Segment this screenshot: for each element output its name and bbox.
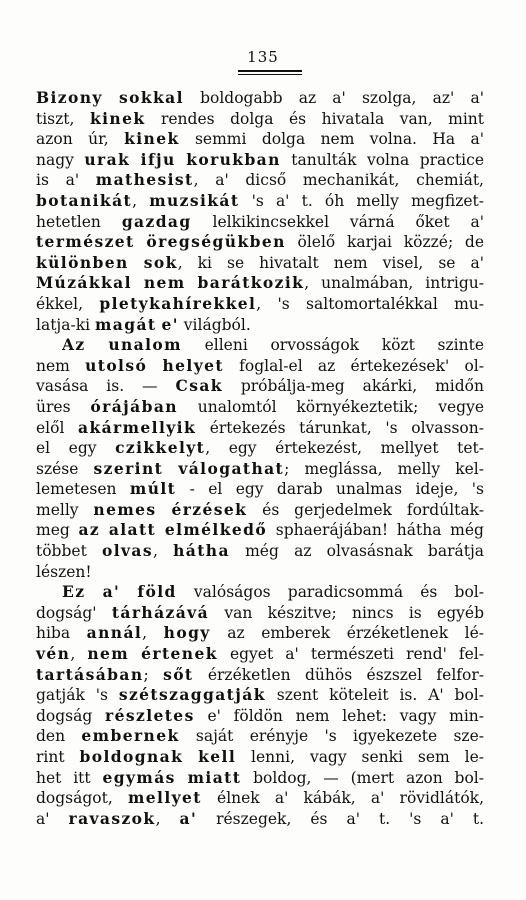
text-run: elől — [36, 418, 79, 437]
text-line — [36, 109, 484, 130]
text-run: dogság' — [36, 603, 112, 622]
text-run: gatják 's — [36, 686, 119, 705]
spaced-emphasis: urak — [84, 149, 131, 169]
text-run: az emberek érzéketlenek lé- — [210, 624, 485, 643]
spaced-emphasis: tárházává — [111, 602, 210, 622]
text-run: érzéketlen dühös észszel felfor- — [193, 665, 484, 684]
spaced-emphasis: öregségükben — [146, 232, 286, 252]
spaced-emphasis: az — [78, 520, 101, 540]
text-run: foglal-el az értekezések' ol- — [223, 356, 484, 375]
text-run: hetetlen — [36, 212, 122, 231]
text-line — [36, 376, 484, 397]
text-run: világból. — [178, 315, 251, 334]
text-run: még az olvasásnak barátja — [229, 542, 484, 561]
text-line — [36, 706, 484, 727]
spaced-emphasis: ravaszok — [68, 808, 156, 828]
text-line — [36, 129, 484, 150]
text-line — [36, 788, 484, 809]
text-line — [36, 356, 484, 377]
text-line — [36, 582, 484, 603]
spaced-emphasis: nemes — [93, 499, 157, 519]
spaced-emphasis: mellyet — [127, 788, 202, 808]
text-run — [129, 254, 144, 272]
text-run: szent köteleit is. A' bol- — [265, 686, 484, 705]
spaced-emphasis: értenek — [141, 644, 218, 664]
spaced-emphasis: szétszaggatják — [118, 685, 266, 705]
text-line — [36, 294, 484, 315]
text-line — [36, 253, 484, 274]
text-run — [120, 583, 137, 601]
text-run: latja-ki — [36, 315, 95, 334]
spaced-emphasis: föld — [137, 582, 177, 602]
text-run: többet — [36, 542, 102, 561]
text-run: ékkel, — [36, 294, 100, 313]
text-line — [36, 809, 484, 830]
text-run: azon úr, — [36, 130, 125, 149]
spaced-emphasis: barátkozik — [197, 273, 305, 293]
text-run: ölelő karjai közzé; de — [285, 233, 484, 252]
text-run: dogságot, — [36, 789, 128, 808]
text-run — [176, 769, 188, 787]
spaced-emphasis: vén — [36, 644, 71, 664]
text-run: , — [70, 645, 88, 664]
text-run: elleni orvosságok közt szinte — [181, 336, 484, 355]
spaced-emphasis: hátha — [173, 541, 230, 561]
text-run — [163, 460, 178, 478]
text-run — [129, 645, 141, 663]
text-run: rendes dolga és hivatala van, mint — [145, 109, 484, 128]
spaced-emphasis: pletykahírekkel — [99, 293, 257, 313]
text-run — [130, 151, 140, 169]
text-run: meg — [36, 521, 79, 540]
spaced-emphasis: sok — [143, 252, 178, 272]
spaced-emphasis: órájában — [90, 396, 178, 416]
text-run: lemetesen — [36, 480, 130, 499]
text-run — [186, 274, 198, 292]
spaced-emphasis: különben — [36, 252, 129, 272]
text-run — [132, 274, 144, 292]
spaced-emphasis: korukban — [186, 149, 281, 169]
text-line — [36, 459, 484, 480]
text-line — [36, 438, 484, 459]
text-run — [85, 583, 102, 601]
spaced-emphasis: kell — [198, 747, 237, 766]
text-run: , — [155, 809, 180, 828]
text-run: hiba — [36, 624, 87, 643]
spaced-emphasis: e' — [161, 314, 179, 334]
spaced-emphasis: kinek — [124, 129, 180, 149]
text-line — [36, 418, 484, 439]
text-run: nagy — [36, 150, 85, 169]
text-line — [36, 520, 484, 541]
text-line — [36, 170, 484, 191]
text-run: van készitve; nincs is egyéb — [209, 603, 484, 622]
text-line — [36, 273, 484, 294]
text-run — [156, 521, 165, 539]
text-run: vasása is. — — [36, 377, 176, 396]
spaced-emphasis: botanikát — [36, 190, 133, 210]
spaced-emphasis: tartásában — [36, 664, 144, 684]
text-run — [135, 233, 147, 251]
text-run: egyet a' természeti rend' fel- — [217, 645, 484, 664]
spaced-emphasis: nem — [143, 273, 186, 293]
text-run: semmi dolga nem volna. Ha a' — [179, 130, 484, 149]
text-line — [36, 150, 484, 171]
text-run: lenni, vagy senki sem le- — [236, 748, 484, 766]
text-run: tanulták volna practice — [280, 150, 484, 169]
spaced-emphasis: hogy — [163, 623, 211, 643]
text-line — [36, 747, 484, 768]
text-line — [36, 335, 484, 356]
spaced-emphasis: mathesist — [95, 170, 194, 190]
spaced-emphasis: helyet — [162, 355, 224, 375]
text-line — [36, 315, 484, 336]
text-run — [157, 501, 172, 519]
text-run: lelkikincsekkel várná őket a' — [191, 212, 484, 231]
text-line — [36, 88, 484, 109]
spaced-emphasis: nem — [87, 644, 130, 664]
text-run — [100, 521, 109, 539]
text-run: el egy — [36, 439, 116, 458]
text-run: , ki se hivatalt nem visel, se a' — [177, 253, 484, 272]
spaced-emphasis: annál — [86, 623, 143, 643]
text-run: értekezés tárunkat, 's olvasson- — [196, 418, 484, 437]
spaced-emphasis: alatt — [108, 520, 157, 540]
spaced-emphasis: sokkal — [119, 88, 184, 107]
text-run: dogság — [36, 706, 106, 725]
text-line — [36, 479, 484, 500]
text-run: , — [142, 624, 164, 643]
text-run: a' — [36, 809, 69, 828]
text-line — [36, 562, 484, 583]
text-line — [36, 726, 484, 747]
text-run — [147, 357, 162, 375]
spaced-emphasis: utolsó — [85, 355, 148, 375]
spaced-emphasis: elmélkedő — [164, 520, 268, 540]
text-line — [36, 212, 484, 233]
text-run: boldog, — (mert azon bol- — [241, 768, 484, 787]
text-run: , egy értekezést, mellyet tet- — [205, 439, 485, 458]
text-run: ; — [143, 665, 164, 684]
spaced-emphasis: olvas — [102, 541, 154, 561]
text-run: rint — [36, 748, 80, 766]
text-run: tiszt, — [36, 109, 90, 128]
text-run: lészen! — [36, 562, 92, 581]
text-run: üres — [36, 397, 91, 416]
text-run: próbálja-meg akárki, midőn — [222, 377, 484, 396]
text-run: , 's saltomortalékkal mu- — [256, 294, 484, 313]
spaced-emphasis: boldognak — [79, 747, 184, 766]
text-run: - el egy darab unalmas ideje, 's — [176, 480, 484, 499]
text-run: nem — [36, 356, 86, 375]
spaced-emphasis: sőt — [163, 664, 194, 684]
spaced-emphasis: a' — [179, 808, 198, 828]
text-run: sphaerájában! hátha még — [267, 521, 484, 540]
text-run: den — [36, 727, 82, 746]
text-run: szése — [36, 459, 94, 478]
spaced-emphasis: muzsikát — [149, 190, 240, 210]
text-run: , unalmában, intrigu- — [304, 274, 484, 293]
page-number: 135 — [247, 48, 279, 66]
spaced-emphasis: gazdag — [121, 211, 192, 231]
text-run: melly — [36, 500, 94, 519]
spaced-emphasis: magát — [95, 314, 157, 334]
text-run: valóságos paradicsommá és bol- — [176, 583, 484, 602]
text-run: , — [153, 542, 174, 561]
spaced-emphasis: embernek — [81, 726, 180, 746]
text-line — [36, 623, 484, 644]
spaced-emphasis: részletes — [105, 705, 195, 725]
text-run: és gerjedelmek fordúltak- — [247, 500, 484, 519]
text-run: boldogabb az a' szolga, az' a' — [183, 89, 484, 107]
text-run: , — [132, 191, 150, 210]
spaced-emphasis: czikkelyt — [115, 438, 206, 458]
text-run: e' földön nem lehet: vagy min- — [194, 706, 484, 725]
spaced-emphasis: érzések — [171, 499, 248, 519]
text-line — [36, 397, 484, 418]
spaced-emphasis: természet — [36, 232, 135, 252]
text-run: saját erényje 's igyekezete sze- — [179, 727, 484, 746]
text-run: 's a' t. óh melly megfizet- — [239, 191, 485, 210]
text-line — [36, 665, 484, 686]
text-run: is a' — [36, 171, 96, 190]
text-line — [36, 541, 484, 562]
spaced-emphasis: a' — [102, 582, 121, 602]
header-rule — [238, 70, 302, 72]
text-run: het itt — [36, 768, 103, 787]
spaced-emphasis: Bizony — [36, 88, 103, 107]
text-run — [176, 151, 186, 169]
spaced-emphasis: Csak — [175, 376, 223, 396]
spaced-emphasis: Ez — [62, 582, 86, 602]
spaced-emphasis: Múzákkal — [36, 273, 132, 293]
spaced-emphasis: Az — [62, 335, 86, 355]
text-run — [183, 748, 198, 766]
spaced-emphasis: akármellyik — [78, 417, 197, 437]
text-line — [36, 603, 484, 624]
body-text — [36, 88, 484, 829]
text-line — [36, 500, 484, 521]
text-line — [36, 685, 484, 706]
text-run — [103, 89, 119, 107]
text-line — [36, 768, 484, 789]
spaced-emphasis: múlt — [129, 479, 177, 499]
text-run: részegek, és a' t. 's a' t. — [197, 809, 484, 828]
text-run: élnek a' kábák, a' rövidlátók, — [201, 789, 484, 808]
text-line — [36, 232, 484, 253]
spaced-emphasis: ifju — [140, 149, 176, 169]
text-run: ; meglássa, melly kel- — [284, 459, 485, 478]
text-line — [36, 191, 484, 212]
spaced-emphasis: unalom — [108, 335, 182, 355]
text-run: , a' dicső mechanikát, chemiát, — [193, 171, 484, 190]
spaced-emphasis: kinek — [89, 108, 146, 128]
spaced-emphasis: miatt — [187, 767, 242, 787]
spaced-emphasis: válogathat — [178, 458, 285, 478]
text-run: unalomtól környékeztetik; vegye — [177, 397, 484, 416]
spaced-emphasis: szerint — [93, 458, 164, 478]
spaced-emphasis: egymás — [102, 767, 176, 787]
text-line — [36, 644, 484, 665]
header-rule-thin — [238, 74, 302, 75]
text-run — [86, 336, 109, 354]
